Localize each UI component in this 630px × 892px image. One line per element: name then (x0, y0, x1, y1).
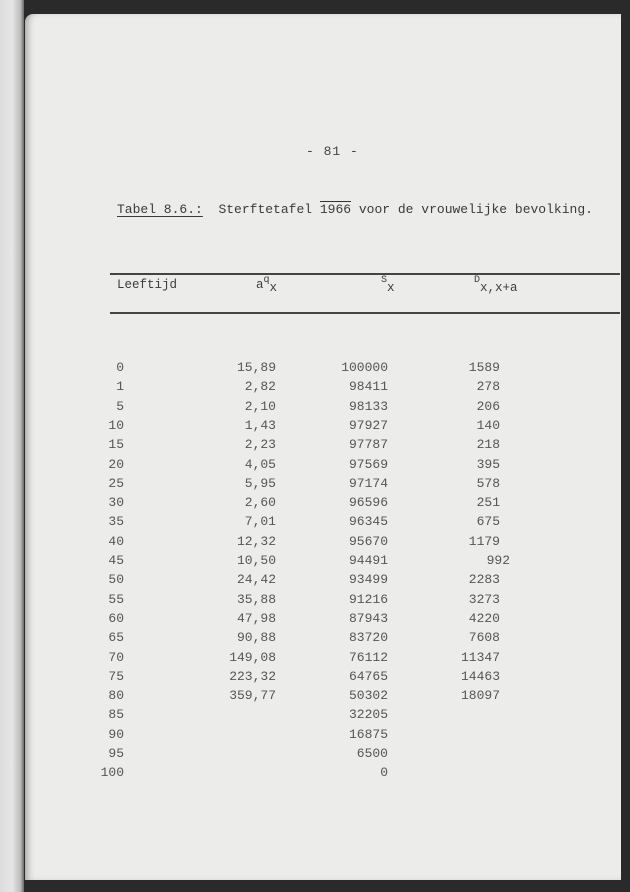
cell-dx: 7608 (468, 630, 500, 646)
table-top-rule (110, 273, 620, 275)
cell-dx: 18097 (460, 688, 500, 704)
cell-dx: 578 (476, 475, 500, 491)
cell-aqx: 149,08 (229, 649, 276, 665)
cell-dx: 14463 (460, 668, 500, 684)
cell-sx: 83720 (348, 630, 388, 646)
table-row (0, 765, 630, 784)
cell-sx: 100000 (341, 360, 388, 375)
cell-sx: 94491 (348, 553, 388, 568)
cell-aqx: 10,50 (236, 553, 276, 568)
cell-sx: 96345 (348, 514, 388, 530)
cell-aqx: 90,88 (236, 630, 276, 646)
cell-aqx: 4,05 (244, 456, 276, 472)
caption-text-end: voor de vrouwelijke bevolking. (351, 202, 593, 217)
cell-dx: 992 (486, 553, 510, 568)
cell-aqx: 24,42 (236, 572, 276, 588)
cell-dx: 3273 (468, 591, 500, 607)
cell-dx: 140 (476, 417, 500, 433)
cell-age: 70 (108, 649, 124, 665)
table-row (0, 379, 630, 398)
table-row (0, 418, 630, 437)
cell-dx: 11347 (460, 649, 500, 665)
table-row (0, 457, 630, 476)
table-row (0, 727, 630, 746)
cell-dx: 1589 (468, 360, 500, 375)
cell-aqx: 5,95 (244, 475, 276, 491)
cell-age: 45 (108, 553, 124, 568)
cell-dx: 2283 (468, 572, 500, 588)
table-label: Tabel 8.6.: (117, 202, 203, 217)
cell-aqx: 223,32 (229, 668, 276, 684)
cell-sx: 87943 (348, 610, 388, 626)
cell-age: 50 (108, 572, 124, 588)
cell-age: 20 (108, 456, 124, 472)
cell-dx: 206 (476, 398, 500, 414)
table-row (0, 495, 630, 514)
cell-age: 85 (108, 707, 124, 723)
cell-dx: 218 (476, 437, 500, 453)
header-aqx (256, 275, 278, 295)
table-row (0, 437, 630, 456)
table-caption (117, 202, 593, 217)
cell-aqx: 15,89 (236, 360, 276, 375)
cell-dx: 251 (476, 495, 500, 511)
cell-sx: 16875 (348, 726, 388, 742)
cell-age: 90 (108, 726, 124, 742)
cell-dx: 278 (476, 379, 500, 395)
cell-sx: 97569 (348, 456, 388, 472)
cell-age: 30 (108, 495, 124, 511)
cell-dx: 4220 (468, 610, 500, 626)
cell-sx: 0 (380, 765, 388, 781)
cell-sx: 98411 (348, 379, 388, 395)
table-row (0, 669, 630, 688)
table-row (0, 611, 630, 630)
cell-age: 65 (108, 630, 124, 646)
cell-sx: 97787 (348, 437, 388, 453)
table-row (0, 399, 630, 418)
cell-age: 75 (108, 668, 124, 684)
cell-sx: 64765 (348, 668, 388, 684)
cell-aqx: 12,32 (236, 533, 276, 549)
cell-sx: 97174 (348, 475, 388, 491)
cell-sx: 96596 (348, 495, 388, 511)
caption-text: Sterftetafel (218, 202, 320, 217)
table-row (0, 476, 630, 495)
cell-age: 80 (108, 688, 124, 704)
cell-age: 60 (108, 610, 124, 626)
cell-sx: 98133 (348, 398, 388, 414)
cell-age: 95 (108, 746, 124, 761)
table-row (0, 553, 630, 572)
cell-dx: 675 (476, 514, 500, 530)
table-row (0, 572, 630, 591)
cell-age: 10 (108, 417, 124, 433)
cell-sx: 91216 (348, 591, 388, 607)
cell-aqx: 2,60 (244, 495, 276, 511)
table-row (0, 630, 630, 649)
header-dx-sub: x,x+a (480, 281, 518, 295)
cell-dx: 395 (476, 456, 500, 472)
cell-aqx: 1,43 (244, 417, 276, 433)
header-sx-sub: x (387, 281, 395, 295)
cell-age: 5 (116, 398, 124, 414)
cell-sx: 93499 (348, 572, 388, 588)
cell-aqx: 47,98 (236, 610, 276, 626)
table-row (0, 746, 630, 765)
table-row (0, 514, 630, 533)
header-sx (381, 275, 395, 295)
cell-aqx: 2,23 (244, 437, 276, 453)
table-row (0, 688, 630, 707)
header-dx-sup: D (474, 275, 481, 286)
cell-aqx: 2,82 (244, 379, 276, 395)
caption-year: 1966 (319, 202, 352, 217)
cell-aqx: 2,10 (244, 398, 276, 414)
table-row (0, 650, 630, 669)
table-row (0, 360, 630, 379)
header-aqx-prefix: a (256, 278, 264, 292)
header-aqx-sup: q (263, 275, 270, 286)
cell-age: 15 (108, 437, 124, 453)
cell-age: 40 (108, 533, 124, 549)
cell-age: 35 (108, 514, 124, 530)
header-aqx-sub: x (269, 281, 278, 295)
cell-sx: 95670 (348, 533, 388, 549)
cell-age: 0 (116, 360, 124, 375)
cell-age: 55 (108, 591, 124, 607)
cell-sx: 50302 (348, 688, 388, 704)
cell-aqx: 7,01 (244, 514, 276, 530)
page-number: - 81 - (306, 144, 359, 159)
cell-dx: 1179 (468, 533, 500, 549)
cell-age: 100 (100, 765, 124, 781)
table-header-rule (110, 312, 620, 314)
table-row (0, 534, 630, 553)
cell-sx: 6500 (356, 746, 388, 761)
header-dx (474, 275, 518, 295)
cell-age: 1 (116, 379, 124, 395)
cell-aqx: 35,88 (236, 591, 276, 607)
table-row (0, 592, 630, 611)
header-sx-sup: S (381, 275, 388, 286)
table-row (0, 707, 630, 726)
header-leeftijd: Leeftijd (117, 278, 178, 292)
cell-sx: 97927 (348, 417, 388, 433)
cell-sx: 32205 (348, 707, 388, 723)
cell-age: 25 (108, 475, 124, 491)
cell-aqx: 359,77 (229, 688, 276, 704)
cell-sx: 76112 (348, 649, 388, 665)
